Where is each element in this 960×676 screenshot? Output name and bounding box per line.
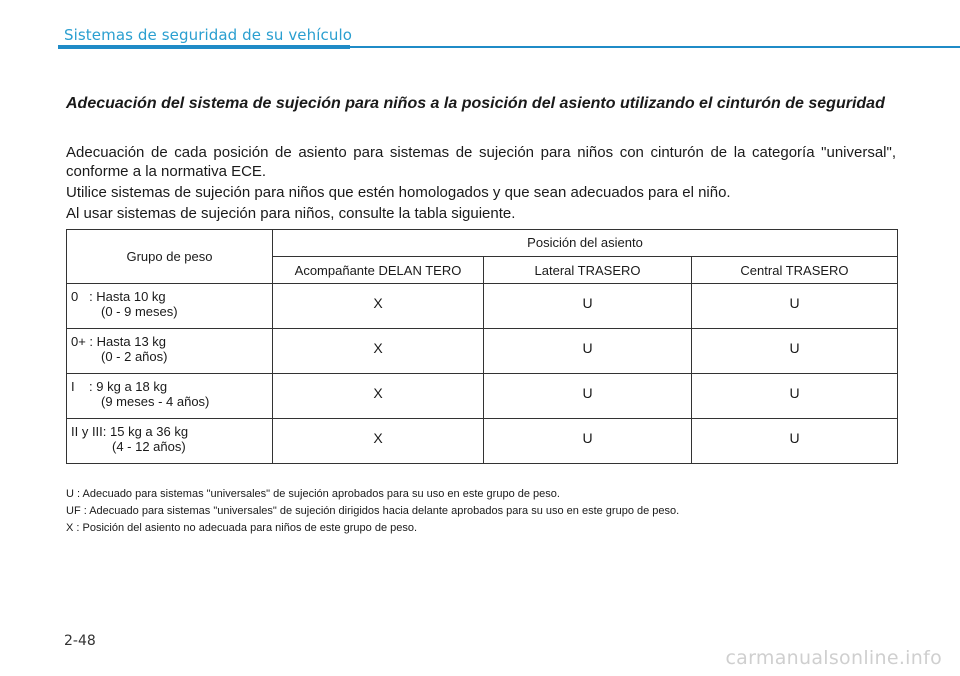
legend-note-x: X : Posición del asiento no adecuada para niños de este grupo de peso. [66, 522, 418, 534]
weight-group-range: II y III: 15 kg a 36 kg [71, 424, 189, 439]
suitability-value: U [484, 374, 692, 419]
table-legend [66, 486, 679, 537]
weight-group-age: (0 - 2 años) [101, 349, 168, 364]
header-rule [350, 46, 960, 48]
suitability-value: U [484, 284, 692, 329]
table-row [67, 419, 898, 464]
weight-group-cell [67, 374, 273, 419]
weight-group-age: (0 - 9 meses) [101, 304, 178, 319]
suitability-value: U [692, 419, 898, 464]
suitability-value: U [692, 284, 898, 329]
section-header-title: Sistemas de seguridad de su vehículo [64, 26, 353, 44]
seat-suitability-table [66, 229, 898, 464]
watermark-text: carmanualsonline.info [725, 647, 942, 669]
suitability-value: U [484, 329, 692, 374]
legend-note-uf: UF : Adecuado para sistemas "universales" de sujeción dirigidos hacia delante aprobados para su uso en este grupo de peso. [66, 505, 680, 517]
table-row [67, 284, 898, 329]
suitability-value: U [692, 374, 898, 419]
weight-group-age: (9 meses - 4 años) [101, 394, 210, 409]
page-number: 2-48 [64, 633, 96, 649]
weight-group-cell [67, 419, 273, 464]
column-rear-center: Central TRASERO [692, 257, 898, 284]
weight-group-cell [67, 284, 273, 329]
table-row [67, 329, 898, 374]
header-accent-bar [58, 45, 350, 49]
weight-group-range: 0+ : Hasta 13 kg [71, 334, 167, 349]
suitability-value: X [273, 329, 484, 374]
suitability-value: X [273, 419, 484, 464]
legend-note-u: U : Adecuado para sistemas "universales" de sujeción aprobados para su uso en este grupo de peso. [66, 488, 560, 500]
table-reference-paragraph: Al usar sistemas de sujeción para niños, consulte la tabla siguiente. [66, 205, 516, 222]
weight-group-range: I : 9 kg a 18 kg [71, 379, 168, 394]
suitability-value: U [484, 419, 692, 464]
section-title: Adecuación del sistema de sujeción para niños a la posición del asiento utilizando el cinturón de seguridad [66, 95, 885, 112]
homologation-paragraph: Utilice sistemas de sujeción para niños que estén homologados y que sean adecuados para el niño. [66, 184, 731, 201]
suitability-value: X [273, 284, 484, 329]
table-row [67, 374, 898, 419]
weight-group-age: (4 - 12 años) [112, 439, 186, 454]
suitability-value: U [692, 329, 898, 374]
column-front-passenger: Acompañante DELAN TERO [273, 257, 484, 284]
table-header-row [67, 230, 898, 257]
weight-group-cell [67, 329, 273, 374]
weight-group-header: Grupo de peso [67, 230, 273, 284]
column-rear-outboard: Lateral TRASERO [484, 257, 692, 284]
weight-group-range: 0 : Hasta 10 kg [71, 289, 166, 304]
seat-position-header: Posición del asiento [273, 230, 898, 257]
suitability-value: X [273, 374, 484, 419]
intro-paragraph: Adecuación de cada posición de asiento para sistemas de sujeción para niños con cinturón de la categoría "universal", conforme a la normativa ECE. [66, 144, 896, 180]
